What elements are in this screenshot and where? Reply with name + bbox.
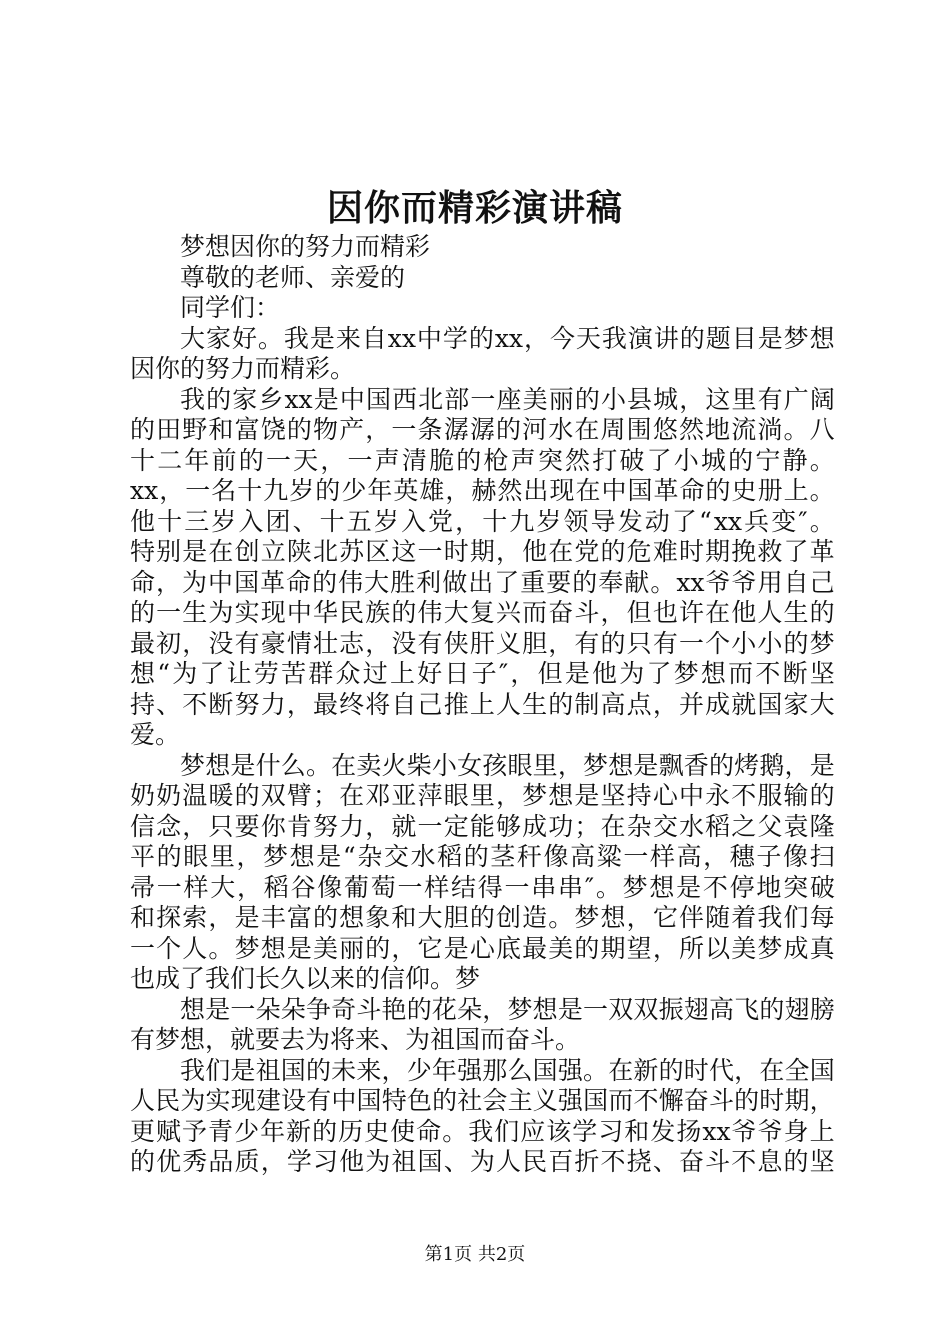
- text-line-content: 特 别 是 在 创 立 陕 北 苏 区 这 一 时 期 ， 他 在 党 的 危 难 时 期 挽 救 了 革: [130, 537, 835, 566]
- text-line: [130, 598, 835, 629]
- text-line-content: 奶 奶 温 暖 的 双 臂 ； 在 邓 亚 萍 眼 里 ， 梦 想 是 坚 持 心 中 永 不 服 输 的: [130, 781, 835, 810]
- text-line: [130, 934, 835, 965]
- text-line: 因你的努力而精彩。: [130, 354, 356, 383]
- text-line: 尊敬的老师、亲爱的: [180, 262, 406, 292]
- text-line: [130, 995, 835, 1026]
- text-line: [130, 1147, 835, 1178]
- text-line: [130, 812, 835, 843]
- text-line-content: 他 十 三 岁 入 团 、 十 五 岁 入 党 ， 十 九 岁 领 导 发 动 了 “ xx 兵 变 ″ 。: [130, 506, 835, 536]
- text-line-content: 最 初 ， 没 有 豪 情 壮 志 ， 没 有 侠 肝 义 胆 ， 有 的 只 有 一 个 小 小 的 梦: [130, 628, 835, 658]
- text-line: [130, 781, 835, 812]
- text-line: [130, 568, 835, 599]
- text-line-content: 我 的 家 乡 xx 是 中 国 西 北 部 一 座 美 丽 的 小 县 城 ， 这 里 有 广 阔: [180, 384, 835, 414]
- text-line: 也成了我们长久以来的信仰。梦: [130, 964, 481, 993]
- text-line-content: 持 、 不 断 努 力 ， 最 终 将 自 己 推 上 人 生 的 制 高 点 ， 并 成 就 国 家 大: [130, 689, 835, 719]
- text-line: [130, 324, 835, 355]
- text-line: 梦想因你的努力而精彩: [180, 232, 431, 261]
- text-line-content: 想 是 一 朵 朵 争 奇 斗 艳 的 花 朵 ， 梦 想 是 一 双 双 振 翅 高 飞 的 翅 膀: [180, 994, 835, 1024]
- text-line: [130, 1086, 835, 1117]
- text-line-content: 一 个 人 。 梦 想 是 美 丽 的 ， 它 是 心 底 最 美 的 期 望 ， 所 以 美 梦 成 真: [130, 933, 835, 963]
- text-line: 爱。: [130, 720, 181, 749]
- text-line: [130, 690, 835, 721]
- text-line-content: 的 一 生 为 实 现 中 华 民 族 的 伟 大 复 兴 而 奋 斗 ， 但 也 许 在 他 人 生 的: [130, 598, 835, 627]
- text-line: [130, 446, 835, 477]
- text-line: [130, 415, 835, 446]
- page-footer: 第1页 共2页: [424, 1244, 526, 1265]
- text-line-content: 人 民 为 实 现 建 设 有 中 国 特 色 的 社 会 主 义 强 国 而 不 懈 奋 斗 的 时 期 ，: [130, 1086, 835, 1115]
- text-line-content: 大 家 好 。 我 是 来 自 xx 中 学 的 xx ， 今 天 我 演 讲 的 题 目 是 梦 想: [180, 323, 835, 353]
- text-line: [130, 903, 835, 934]
- text-line-content: 帚 一 样 大 ， 稻 谷 像 葡 萄 一 样 结 得 一 串 串 ″ 。 梦 想 是 不 停 地 突 破: [130, 872, 835, 902]
- text-line: [130, 507, 835, 538]
- text-line-content: xx ， 一 名 十 九 岁 的 少 年 英 雄 ， 赫 然 出 现 在 中 国 革 命 的 史 册 上 。: [130, 476, 835, 505]
- text-line: [130, 1117, 835, 1148]
- text-line-content: 信 念 ， 只 要 你 肯 努 力 ， 就 一 定 能 够 成 功 ； 在 杂 交 水 稻 之 父 袁 隆: [130, 811, 835, 841]
- text-line-content: 的 田 野 和 富 饶 的 物 产 ， 一 条 潺 潺 的 河 水 在 周 围 悠 然 地 流 淌 。 八: [130, 415, 835, 444]
- text-line: 有梦想，就要去为将来、为祖国而奋斗。: [130, 1025, 581, 1054]
- text-line: [130, 629, 835, 660]
- text-line-content: 和 探 索 ， 是 丰 富 的 想 象 和 大 胆 的 创 造 。 梦 想 ， 它 伴 随 着 我 们 每: [130, 903, 835, 932]
- text-line: [130, 1056, 835, 1087]
- text-line: [130, 751, 835, 782]
- text-line-content: 命 ， 为 中 国 革 命 的 伟 大 胜 利 做 出 了 重 要 的 奉 献 。 xx 爷 爷 用 自 己: [130, 567, 835, 597]
- text-line: [130, 842, 835, 873]
- document-body: [130, 232, 835, 1178]
- text-line-content: 平 的 眼 里 ， 梦 想 是 “ 杂 交 水 稻 的 茎 秆 像 高 粱 一 样 高 ， 穗 子 像 扫: [130, 842, 835, 871]
- text-line-content: 更 赋 予 青 少 年 新 的 历 史 使 命 。 我 们 应 该 学 习 和 发 扬 xx 爷 爷 身 上: [130, 1116, 835, 1146]
- text-line: [130, 385, 835, 416]
- text-line: 同学们：: [180, 293, 281, 322]
- text-line: [130, 476, 835, 507]
- text-line: [130, 537, 835, 568]
- text-line-content: 我 们 是 祖 国 的 未 来 ， 少 年 强 那 么 国 强 。 在 新 的 时 代 ， 在 全 国: [180, 1055, 835, 1085]
- text-line-content: 十 二 年 前 的 一 天 ， 一 声 清 脆 的 枪 声 突 然 打 破 了 小 城 的 宁 静 。: [130, 445, 835, 475]
- text-line: [130, 659, 835, 690]
- text-line-content: 梦 想 是 什 么 。 在 卖 火 柴 小 女 孩 眼 里 ， 梦 想 是 飘 香 的 烤 鹅 ， 是: [180, 750, 835, 780]
- document-title: 因你而精彩演讲稿: [326, 187, 623, 229]
- text-line-content: 的 优 秀 品 质 ， 学 习 他 为 祖 国 、 为 人 民 百 折 不 挠 、 奋 斗 不 息 的 坚: [130, 1147, 835, 1176]
- text-line-content: 想 “ 为 了 让 劳 苦 群 众 过 上 好 日 子 ″ ， 但 是 他 为 了 梦 想 而 不 断 坚: [130, 659, 835, 688]
- text-line: [130, 873, 835, 904]
